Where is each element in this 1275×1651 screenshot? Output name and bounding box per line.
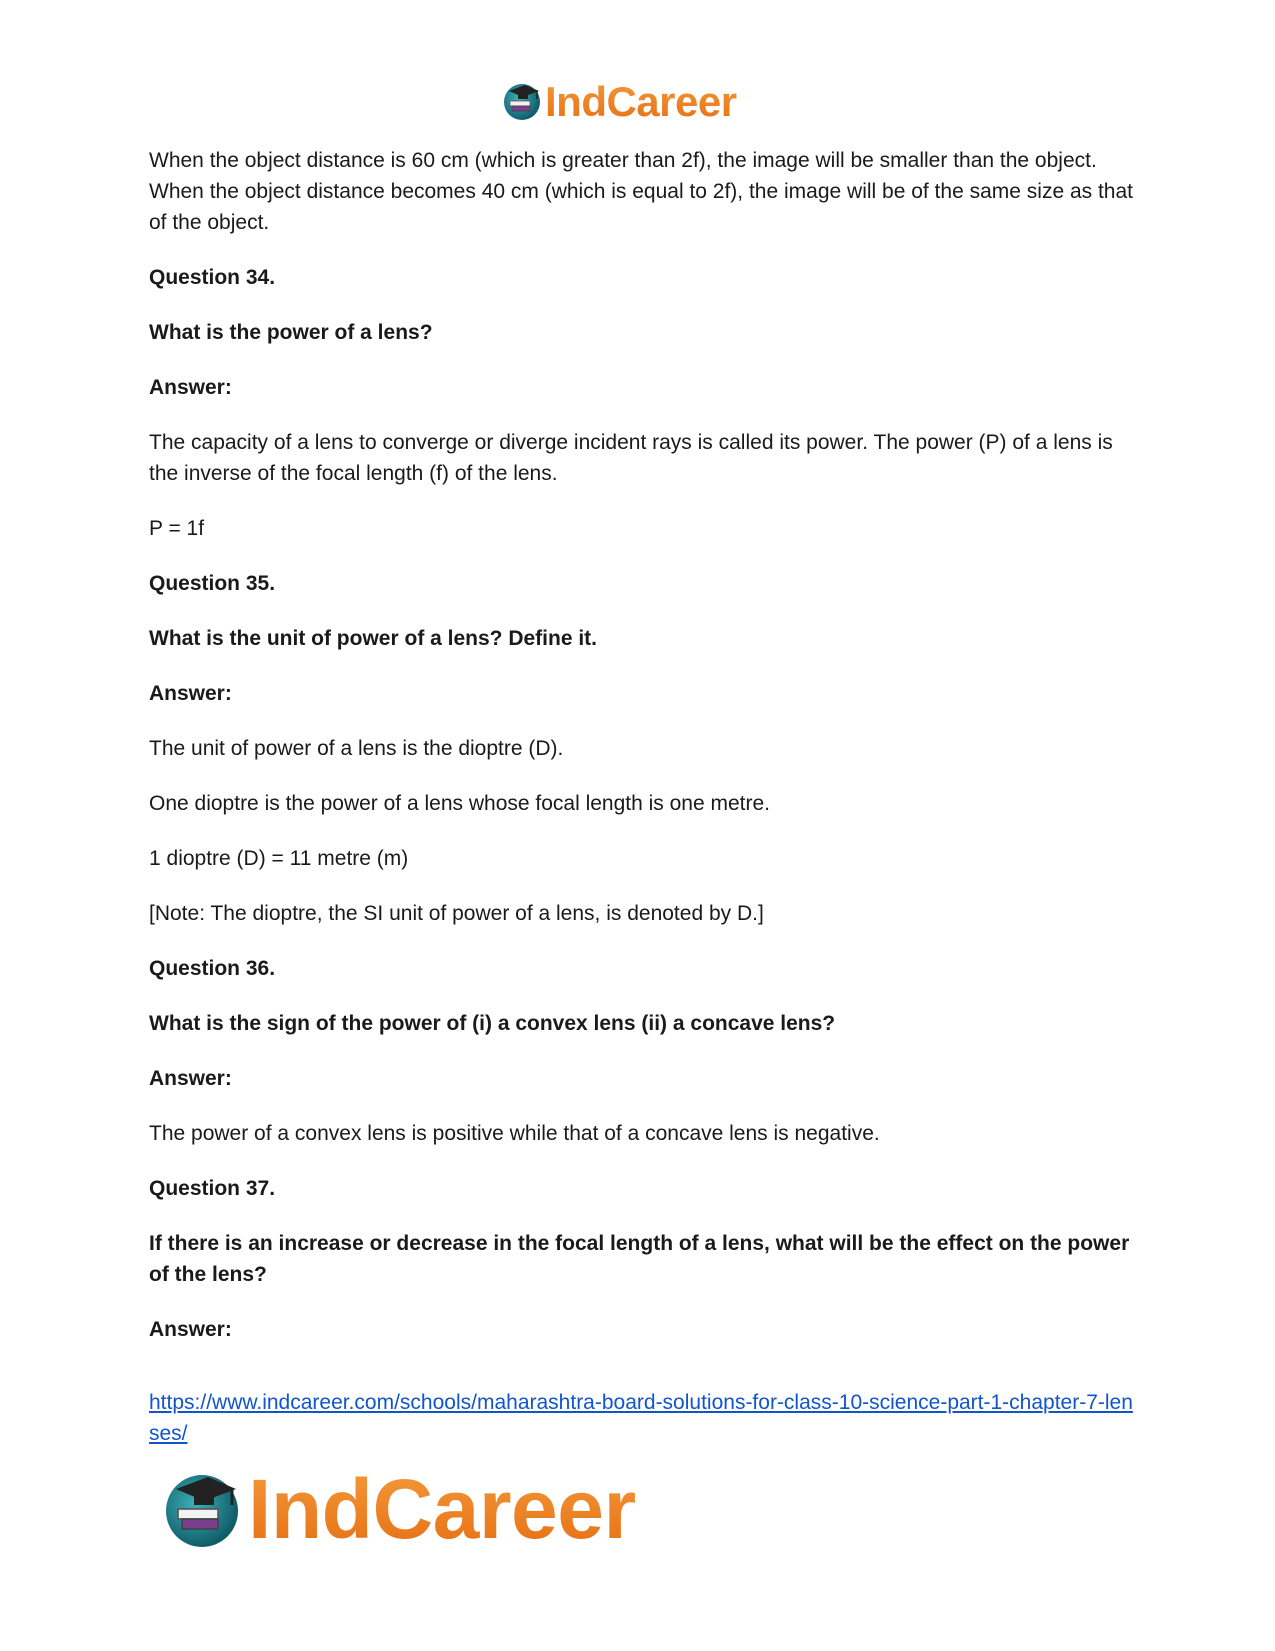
source-link[interactable]: https://www.indcareer.com/schools/maharashtra-board-solutions-for-class-10-science-part-1-chapter-7-lenses/: [149, 1391, 1133, 1445]
question-34-label: Question 34.: [149, 266, 276, 289]
question-37-answer-label: Answer:: [149, 1318, 232, 1341]
graduation-globe-icon: [160, 1465, 244, 1554]
question-35-answer-paragraph-2: One dioptre is the power of a lens whose focal length is one metre.: [149, 792, 771, 815]
question-37-label: Question 37.: [149, 1177, 276, 1200]
header-logo: [501, 78, 737, 126]
question-34-formula: P = 1f: [149, 517, 205, 540]
graduation-globe-icon: [501, 79, 543, 126]
question-36-answer-paragraph: The power of a convex lens is positive while that of a concave lens is negative.: [149, 1122, 880, 1145]
question-35-text: What is the unit of power of a lens? Define it.: [149, 627, 598, 650]
question-34-answer-label: Answer:: [149, 376, 232, 399]
header-logo-text: IndCareer: [545, 78, 737, 125]
question-36-answer-label: Answer:: [149, 1067, 232, 1090]
question-35-answer-paragraph-3: 1 dioptre (D) = 11 metre (m): [149, 847, 409, 870]
question-35-answer-note: [Note: The dioptre, the SI unit of power of a lens, is denoted by D.]: [149, 902, 764, 925]
question-34-answer-paragraph: The capacity of a lens to converge or diverge incident rays is called its power. The power (P) of a lens is the inverse of the focal length (f) of the lens.: [149, 431, 1113, 485]
question-36-text: What is the sign of the power of (i) a convex lens (ii) a concave lens?: [149, 1012, 836, 1035]
question-35-label: Question 35.: [149, 572, 276, 595]
question-35-answer-paragraph-1: The unit of power of a lens is the dioptre (D).: [149, 737, 564, 760]
footer-logo-text: IndCareer: [248, 1462, 636, 1556]
question-36-label: Question 36.: [149, 957, 276, 980]
question-37-text: If there is an increase or decrease in the focal length of a lens, what will be the effect on the power of the lens?: [149, 1232, 1130, 1286]
footer-logo: [160, 1464, 636, 1554]
document-body: [149, 145, 1139, 1369]
question-34-text: What is the power of a lens?: [149, 321, 433, 344]
paragraph-image-size: When the object distance is 60 cm (which is greater than 2f), the image will be smaller than the object. When the object distance becomes 40 cm (which is equal to 2f), the image will be of the same size as that of the object.: [149, 149, 1133, 234]
question-35-answer-label: Answer:: [149, 682, 232, 705]
